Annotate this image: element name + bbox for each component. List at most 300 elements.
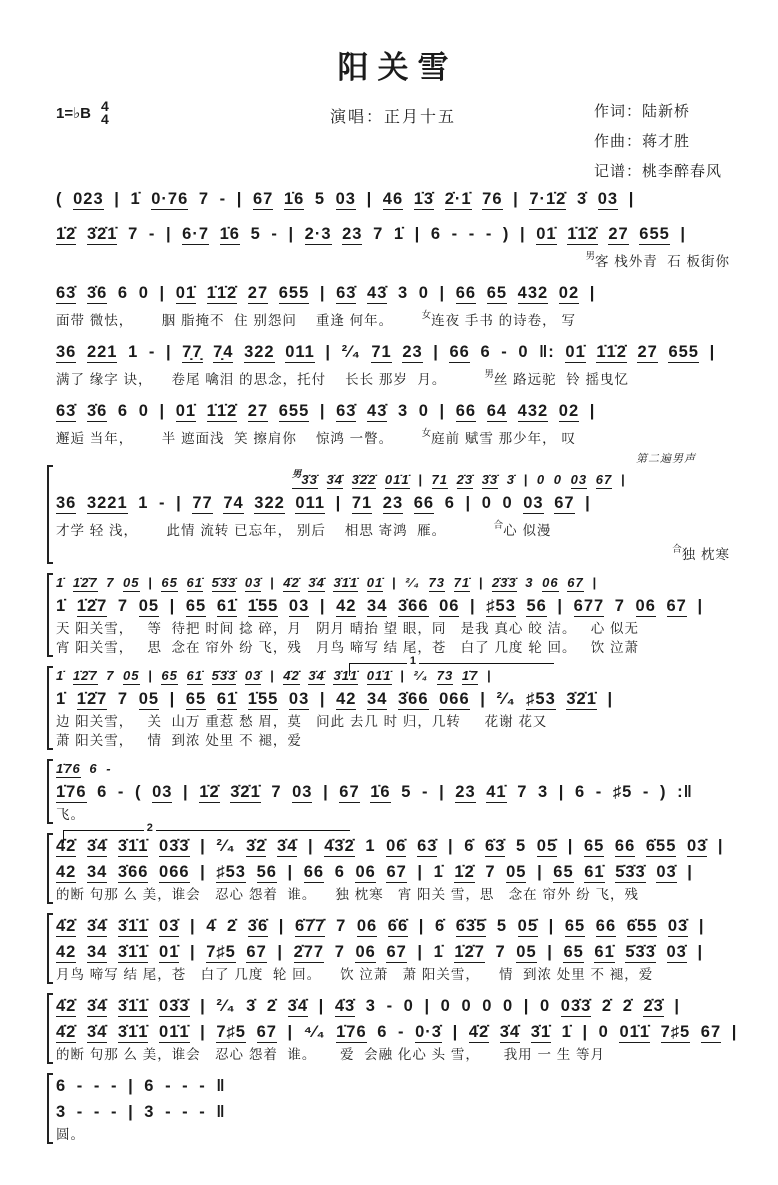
note-token: 叹 — [561, 431, 576, 446]
note-token: 42 — [56, 943, 77, 961]
note-token: 42 — [56, 863, 77, 881]
note-token: 萧 — [402, 967, 418, 982]
note-token: | — [628, 190, 635, 208]
note-token: 1̇2̇7 — [454, 943, 485, 961]
note-token: 3221 — [86, 494, 128, 512]
note-token: 眉，莫 — [258, 714, 302, 729]
note-token: 655 — [639, 225, 670, 243]
note-token: 03 — [597, 190, 619, 208]
note-token: 2·3 — [304, 225, 332, 243]
note-token: | — [319, 402, 326, 420]
note-token: 别后 — [296, 523, 326, 538]
note-token: 是我 — [460, 621, 490, 636]
note-token: 05 — [138, 597, 160, 615]
note-token: 05 — [123, 668, 140, 683]
lyrics-line — [56, 424, 730, 448]
note-token: | — [418, 472, 423, 487]
note-token: 655 — [278, 402, 310, 420]
note-token: 71 — [431, 472, 448, 487]
note-token: 34 — [367, 597, 388, 615]
note-token: 0 — [418, 402, 429, 420]
note-token: 长长 — [345, 372, 375, 387]
note-token: 03̇3̇ — [560, 997, 592, 1015]
note-token: 0 — [503, 997, 514, 1015]
note-token: 褪，爱 — [609, 967, 654, 982]
note-token: 眼，同 — [402, 621, 447, 636]
note-token: | — [697, 597, 704, 615]
note-token: 7̣7̣ — [182, 343, 203, 361]
note-token: 03̇ — [244, 575, 262, 590]
note-token: 结 — [383, 640, 399, 655]
notation-line — [56, 913, 730, 939]
credit-transcriber: 记谱：桃李醉春风 — [593, 163, 722, 180]
note-token: 飞，残 — [258, 640, 302, 655]
note-token: ♯53 — [216, 863, 246, 881]
note-token: 1̇1̇2̇ — [596, 343, 627, 361]
note-token: 74 — [223, 494, 244, 512]
note-token: 思 — [147, 640, 163, 655]
note-token: 7 — [495, 943, 506, 961]
note-token: - — [595, 783, 603, 801]
notation-line — [56, 993, 730, 1019]
note-token: | — [159, 402, 166, 420]
note-token: | — [698, 917, 705, 935]
note-token: 皎 — [528, 621, 543, 636]
note-token: 6 — [334, 863, 345, 881]
note-token: 3̇4̇ — [86, 1023, 108, 1041]
note-token: 头 — [431, 1047, 447, 1062]
note-token: 望 — [383, 621, 399, 636]
note-token: 4̇2̇ — [56, 917, 77, 935]
note-token: 34 — [86, 863, 108, 881]
note-token: 023 — [73, 190, 104, 208]
note-token: 3̇4̇ — [308, 575, 325, 590]
note-token: | — [585, 494, 591, 512]
note-token: 阳关雪， — [75, 733, 134, 748]
note-token: | — [674, 997, 681, 1015]
note-token: $^合$心 — [493, 520, 518, 538]
note-token: - — [93, 1077, 101, 1095]
note-token: - — [398, 1023, 405, 1041]
volta-bracket — [63, 822, 350, 843]
volta-bracket — [349, 655, 554, 676]
note-token: 67 — [256, 1023, 277, 1041]
voice-marker: 男 — [291, 469, 302, 480]
note-token: 阳关雪， — [421, 967, 480, 982]
note-token: 1̇55 — [247, 690, 279, 708]
note-token: 3̇2̇1̇ — [566, 690, 597, 708]
note-token: 61̇ — [186, 575, 203, 590]
note-token: 432 — [517, 402, 549, 420]
note-token: 等 — [147, 621, 163, 636]
notation-line — [56, 1073, 730, 1099]
lyrics-line — [56, 731, 730, 750]
note-token: 1̇2̇7 — [76, 690, 108, 708]
note-token: 7 — [336, 917, 347, 935]
note-token: 此情 — [166, 523, 196, 538]
note-token: 1̇2̇ — [454, 863, 475, 881]
notation-line — [56, 280, 730, 306]
note-token: 纷 — [576, 887, 591, 902]
note-token: 山万 — [171, 714, 201, 729]
note-token: 67 — [246, 943, 267, 961]
note-token: - — [110, 1077, 118, 1095]
note-token: 0 — [536, 472, 546, 487]
note-token: | — [480, 690, 486, 708]
note-token: ( — [135, 783, 142, 801]
note-token: 2̇ — [622, 997, 633, 1015]
note-token: 1̇ — [433, 863, 444, 881]
note-token: 回。 — [292, 967, 322, 982]
note-token: 65 — [486, 284, 508, 302]
note-token: 飞。 — [56, 807, 85, 822]
note-token: - — [106, 761, 112, 776]
note-token: 月鸟 — [316, 640, 346, 655]
note-token: 愁 — [239, 714, 254, 729]
note-token: 221 — [86, 343, 118, 361]
note-token: 1̇76 — [56, 783, 87, 801]
note-token: | — [709, 343, 716, 361]
notation-line — [56, 939, 730, 965]
note-token: ♯5 — [612, 783, 633, 801]
note-token: 66 — [614, 837, 636, 855]
note-token: 67 — [700, 1023, 722, 1041]
note-token: 01̇1̇ — [619, 1023, 650, 1041]
note-token: 3̇1̇1̇ — [333, 668, 359, 683]
note-token: - — [148, 225, 156, 243]
note-token: 01̇ — [565, 343, 586, 361]
note-token: ²⁄₄ — [413, 668, 429, 683]
note-token: 3 — [365, 997, 376, 1015]
note-token: 61̇ — [216, 690, 238, 708]
credits-block — [594, 97, 722, 187]
note-token: 06 — [542, 575, 559, 590]
notation-line — [56, 1019, 738, 1045]
note-token: 4̇2̇ — [56, 837, 77, 855]
note-token: 4̇2̇ — [283, 668, 300, 683]
note-token: 3̇1̇ — [530, 1023, 552, 1041]
note-token: 01̇ — [175, 402, 197, 420]
note-token: 6̇3̇5̇ — [455, 917, 487, 935]
note-token: | — [287, 863, 294, 881]
note-token: 句那 — [89, 1047, 119, 1062]
note-token: 谁。 — [287, 887, 317, 902]
note-token: 06̇ — [386, 837, 407, 855]
note-token: 67 — [339, 783, 360, 801]
note-token: | — [288, 225, 295, 243]
note-token: 等月 — [575, 1047, 605, 1062]
note-token: 3̇4̇ — [326, 472, 343, 487]
note-token: 06 — [355, 943, 376, 961]
note-token: 处里 — [205, 733, 235, 748]
note-token: 4̇2̇ — [283, 575, 300, 590]
note-token: 03 — [288, 690, 310, 708]
note-token: | — [452, 1023, 459, 1041]
note-token: 27 — [247, 402, 269, 420]
note-token: | — [200, 863, 206, 881]
note-token: 7̣4 — [213, 343, 234, 361]
note-token: 66 — [455, 284, 477, 302]
note-token: 1̇1̇2̇ — [567, 225, 598, 243]
note-token: 3̇1̇1̇ — [117, 997, 149, 1015]
note-token: | — [319, 597, 326, 615]
note-token: 322 — [244, 343, 275, 361]
note-token: 03̇ — [686, 837, 708, 855]
note-token: 03 — [292, 783, 313, 801]
note-token: 面带 — [56, 313, 85, 328]
note-token: 01̇ — [366, 575, 384, 590]
note-token: - — [76, 1077, 84, 1095]
notation-line — [56, 859, 730, 885]
note-token: 06 — [355, 863, 376, 881]
note-token: 枕寒 — [701, 547, 730, 562]
note-token: $^女$连夜 — [421, 310, 461, 328]
note-token: 不 — [239, 733, 254, 748]
note-token: ²⁄₄ — [405, 575, 420, 590]
note-token: 61̇ — [594, 943, 615, 961]
volta-label: 1 — [407, 655, 419, 667]
note-token: 美，谁会 — [142, 1047, 201, 1062]
note-token: | — [335, 494, 342, 512]
note-token: 花又 — [518, 714, 548, 729]
note-token: 重逢 — [315, 313, 345, 328]
note-token: 褪，爱 — [258, 733, 302, 748]
note-token: | — [169, 597, 176, 615]
note-token: | — [486, 668, 492, 683]
notation-system-4 — [56, 339, 730, 389]
notation-system-3 — [56, 280, 730, 330]
note-token: 那少年， — [498, 431, 557, 446]
note-token: 56 — [256, 863, 277, 881]
notation-line — [56, 573, 730, 593]
note-token: 36 — [56, 494, 77, 512]
note-token: 03̇3̇ — [159, 997, 190, 1015]
voice-marker: 女 — [421, 310, 432, 321]
note-token: 06 — [635, 597, 656, 615]
note-token: 结 — [123, 967, 139, 982]
note-token: | — [417, 863, 424, 881]
note-token: 01̇ — [536, 225, 557, 243]
note-token: 63̇ — [417, 837, 438, 855]
note-token: | — [537, 863, 543, 881]
note-token: 胭 — [161, 313, 177, 328]
volta-label: 2 — [144, 822, 156, 834]
notation-line — [56, 779, 730, 805]
note-token: 0 — [138, 402, 149, 420]
note-token: 4̇ — [206, 917, 217, 935]
note-token: 3̇2̇1̇ — [86, 225, 118, 243]
note-token: 7 — [106, 668, 115, 683]
note-token: 7 — [128, 225, 139, 243]
note-token: 655 — [668, 343, 699, 361]
note-token: 65 — [185, 597, 207, 615]
note-token: 7 — [198, 190, 210, 208]
note-token: 67 — [386, 943, 407, 961]
note-token: 路远驼 — [513, 372, 557, 387]
note-token: 6 — [97, 783, 108, 801]
note-token: 0 — [481, 494, 492, 512]
note-token: 0 — [440, 997, 451, 1015]
note-token: ‖ — [216, 1077, 226, 1095]
note-token: 3̇4̇ — [86, 997, 108, 1015]
note-token: 6 — [56, 1077, 67, 1095]
note-token: 3 — [397, 284, 409, 302]
note-token: - — [165, 1077, 172, 1095]
note-token: | — [589, 402, 596, 420]
note-token: 65 — [161, 668, 178, 683]
note-token: 7♯5 — [660, 1023, 691, 1041]
note-token: 66 — [413, 494, 435, 512]
notation-system-13 — [47, 1073, 730, 1144]
note-token: 那岁 — [378, 372, 408, 387]
note-token: 71 — [371, 343, 392, 361]
note-token: 相思 — [344, 523, 374, 538]
note-token: 0 — [553, 472, 563, 487]
note-token: 5 — [401, 783, 412, 801]
note-token: 03̇ — [656, 863, 677, 881]
note-token: 2̇3̇ — [456, 472, 474, 487]
header — [56, 42, 730, 182]
note-token: - — [271, 225, 278, 243]
note-token: 阴月 — [316, 621, 346, 636]
note-token: - — [219, 190, 227, 208]
note-token: 3 — [525, 575, 534, 590]
note-token: | — [318, 997, 325, 1015]
note-token: 1̇ — [56, 668, 65, 683]
note-token: 2̇3̇ — [643, 997, 664, 1015]
note-token: | — [277, 943, 283, 961]
note-token: 饮 — [590, 640, 606, 655]
note-token: 1̇1̇2̇ — [206, 402, 238, 420]
note-token: 7 — [106, 575, 115, 590]
note-token: | — [548, 917, 555, 935]
note-token: | — [200, 837, 206, 855]
note-token: | — [200, 997, 206, 1015]
note-token: 住 — [234, 313, 249, 328]
note-token: 似无 — [610, 621, 639, 636]
note-token: 0 — [482, 997, 493, 1015]
note-token: 阳关 — [417, 887, 447, 902]
note-token: 忍心 — [215, 1047, 245, 1062]
note-token: 怨着 — [248, 1047, 278, 1062]
note-token: 半 — [161, 431, 177, 446]
meter-denominator: 4 — [101, 111, 109, 127]
note-token: | — [567, 837, 574, 855]
note-token: 尾，苍 — [402, 640, 447, 655]
note-token: 1̇ — [433, 943, 444, 961]
note-token: 边 — [56, 714, 71, 729]
note-token: 6 — [430, 225, 442, 243]
note-token: 02 — [558, 402, 580, 420]
note-token: 3̇4̇ — [499, 1023, 521, 1041]
note-token: 天 — [56, 621, 71, 636]
note-token: 1̇76 — [56, 761, 81, 776]
note-token: 65 — [161, 575, 178, 590]
note-token: 时间 — [205, 621, 235, 636]
note-token: 么 — [123, 887, 139, 902]
note-token: 0 — [418, 284, 429, 302]
note-token: | — [513, 190, 519, 208]
note-token: | — [557, 597, 564, 615]
note-token: 42 — [336, 690, 357, 708]
note-token: | — [687, 863, 693, 881]
note-token: - — [199, 1077, 206, 1095]
note-token: 处里 — [556, 967, 586, 982]
note-token: 5 — [250, 225, 261, 243]
note-token: 圆。 — [56, 1127, 85, 1142]
note-token: | — [547, 943, 553, 961]
note-token: ♯53 — [526, 690, 556, 708]
note-token: 66 — [303, 863, 325, 881]
note-token: 01̇1̇ — [384, 472, 410, 487]
note-token: 66 — [595, 917, 617, 935]
note-token: - — [182, 1077, 189, 1095]
note-token: 27 — [637, 343, 658, 361]
lyrics-line — [56, 1045, 730, 1064]
note-token: 1̇2̇7 — [72, 668, 98, 683]
note-token: 03̇3̇ — [159, 837, 190, 855]
note-token: 念在 — [171, 640, 201, 655]
lyrics-line — [56, 516, 730, 540]
note-token: 真心 — [494, 621, 524, 636]
note-token: 轮 — [272, 967, 288, 982]
lyrics-line — [56, 365, 730, 389]
performer-credit: 演唱：正月十五 — [329, 109, 456, 126]
note-token: | — [417, 943, 424, 961]
page-title: 阳关雪 — [337, 50, 458, 85]
note-token: 轮 — [528, 640, 543, 655]
notation-system-10 — [47, 822, 730, 904]
note-token: 3̇2̇2̇ — [351, 472, 377, 487]
note-token: 73 — [436, 668, 454, 683]
note-token: 64 — [486, 402, 508, 420]
note-token: $^合$独 — [672, 544, 697, 562]
note-token: 花谢 — [484, 714, 514, 729]
note-token: | — [520, 225, 526, 243]
note-token: 3̇1̇1̇ — [117, 943, 149, 961]
note-token: | — [680, 225, 687, 243]
voice-marker: 合 — [672, 544, 682, 555]
note-token: 啼写 — [89, 967, 119, 982]
note-token: 独 — [335, 887, 350, 902]
note-token: 3̇4̇ — [86, 917, 108, 935]
note-token: 71̇ — [453, 575, 471, 590]
note-token: 1̇2̇ — [56, 225, 77, 243]
notation-line — [292, 465, 730, 490]
note-token: | — [270, 575, 275, 590]
note-token: ²⁄₄ — [341, 343, 361, 361]
note-token: 一瞥。 — [349, 431, 394, 446]
note-token: 1̇6 — [219, 225, 240, 243]
note-token: 0 — [518, 343, 529, 361]
note-token: - — [421, 783, 429, 801]
note-token: 1 — [138, 494, 149, 512]
lyrics-line — [56, 619, 730, 638]
note-token: 7 — [117, 690, 129, 708]
note-token: 诀， — [123, 372, 153, 387]
note-token: 1̇7 — [461, 668, 479, 683]
note-token: 02 — [558, 284, 580, 302]
note-token: 阳关雪， — [75, 714, 134, 729]
note-token: 7 — [271, 783, 282, 801]
note-token: - — [501, 343, 508, 361]
note-token: | — [189, 943, 196, 961]
notation-line — [56, 186, 730, 212]
note-token: - — [386, 997, 394, 1015]
note-token: :‖ — [677, 783, 693, 801]
note-token: 6̇55 — [626, 917, 658, 935]
notation-system-5 — [56, 398, 730, 448]
